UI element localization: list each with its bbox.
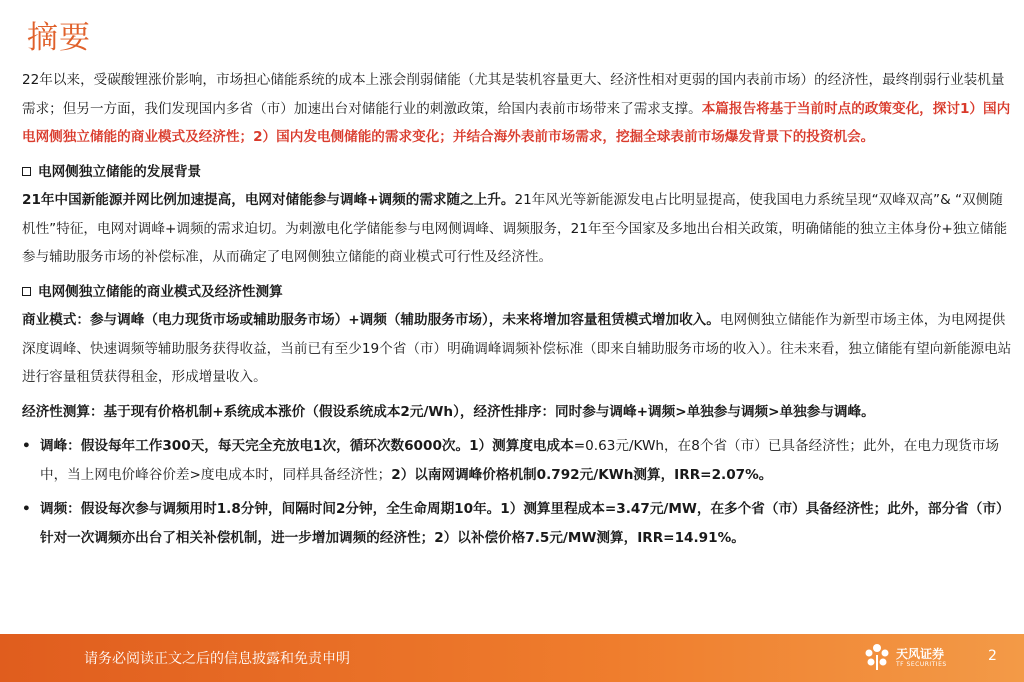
intro-paragraph [22, 66, 1012, 152]
bullet-bold-1: 调频：假设每次参与调频用时1.8分钟，间隔时间2分钟，全生命周期10年。1）测算里程成本 [40, 501, 605, 517]
tf-securities-logo [862, 642, 952, 674]
background-text: 21年风光等新能源发电占比明显提高，使我国电力系统呈现“双峰双高”& “双侧随机性”特征，电网对调峰+调频的需求迫切。为刺激电化学储能参与电网侧调峰、调频服务，21年至今国家及多地出台相关政策，明确储能的独立主体身份+独立储能参与辅助服务市场的补偿标准，从而确定了电网侧独立储能的商业模式可行性及经济性。 [22, 192, 1008, 265]
bullet-marker: • [22, 501, 31, 517]
flower-logo-icon [862, 642, 892, 672]
bullet-text-2: 7.5元/MW测算，IRR=14.91%。 [525, 529, 745, 546]
section-heading-background [22, 158, 1012, 187]
bullet-text-1: =3.47元/MW，在多个省（市）具备经济性；此外，部分省（市）针对一次调频亦出台了相关补偿机制，进一步增加调频的经济性； [40, 501, 1010, 546]
intro-highlight: 本篇报告将基于当前时点的政策变化，探讨1）国内电网侧独立储能的商业模式及经济性；2）国内发电侧储能的需求变化；并结合海外表前市场需求，挖掘全球表前市场爆发背景下的投资机会。 [22, 100, 1011, 145]
bullet-bold-2: 2）以补偿价格 [434, 529, 526, 546]
footer-bar [0, 634, 1024, 682]
section-heading-business-model [22, 278, 1012, 307]
section-heading-text: 电网侧独立储能的商业模式及经济性测算 [38, 283, 283, 300]
bullet-bold-2: 2）以南网调峰价格机制 [391, 466, 537, 483]
intro-text: 22年以来，受碳酸锂涨价影响，市场担心储能系统的成本上涨会削弱储能（尤其是装机容量更大、经济性相对更弱的国内表前市场）的经济性，最终削弱行业装机量需求；但另一方面，我们发现国内多省（市）加速出台对储能行业的刺激政策，给国内表前市场带来了需求支撑。 [22, 72, 1005, 117]
footer-disclaimer: 请务必阅读正文之后的信息披露和免责申明 [84, 651, 350, 667]
business-model-text: 电网侧独立储能作为新型市场主体，为电网提供深度调峰、快速调频等辅助服务获得收益，当前已有至少19个省（市）明确调峰调频补偿标准（即来自辅助服务市场的收入）。往未来看，独立储能有望向新能源电站进行容量租赁获得租金，形成增量收入。 [22, 312, 1012, 385]
page-title: 摘要 [27, 20, 91, 56]
bullet-text-1: =0.63元/KWh，在8个省（市）已具备经济性；此外，在电力现货市场中，当上网电价峰谷价差>度电成本时，同样具备经济性； [40, 438, 999, 483]
bullet-bold-1: 调峰：假设每年工作300天，每天完全充放电1次，循环次数6000次。1）测算度电成本 [40, 438, 574, 454]
bullet-marker: • [22, 438, 31, 454]
logo-text-en: TF SECURITIES [896, 661, 947, 668]
checkbox-square-icon [22, 167, 31, 176]
economics-paragraph [22, 398, 1012, 427]
economics-bold: 经济性测算：基于现有价格机制+系统成本涨价（假设系统成本2元/Wh），经济性排序：同时参与调峰+调频>单独参与调频>单独参与调峰。 [22, 403, 875, 420]
checkbox-square-icon [22, 287, 31, 296]
business-model-bold: 商业模式：参与调峰（电力现货市场或辅助服务市场）+调频（辅助服务市场），未来将增加容量租赁模式增加收入。 [22, 312, 720, 328]
bullet-peak-shaving [22, 432, 1012, 489]
section-heading-text: 电网侧独立储能的发展背景 [38, 163, 202, 180]
summary-body [22, 66, 1012, 552]
bullet-frequency-regulation [22, 495, 1012, 552]
background-paragraph [22, 186, 1012, 272]
logo-text-cn: 天风证券 [896, 647, 945, 661]
background-bold: 21年中国新能源并网比例加速提高，电网对储能参与调峰+调频的需求随之上升。 [22, 192, 515, 208]
bullet-text-2: 0.792元/KWh测算，IRR=2.07%。 [536, 466, 773, 483]
business-model-paragraph [22, 306, 1012, 392]
page-number: 2 [988, 648, 997, 664]
